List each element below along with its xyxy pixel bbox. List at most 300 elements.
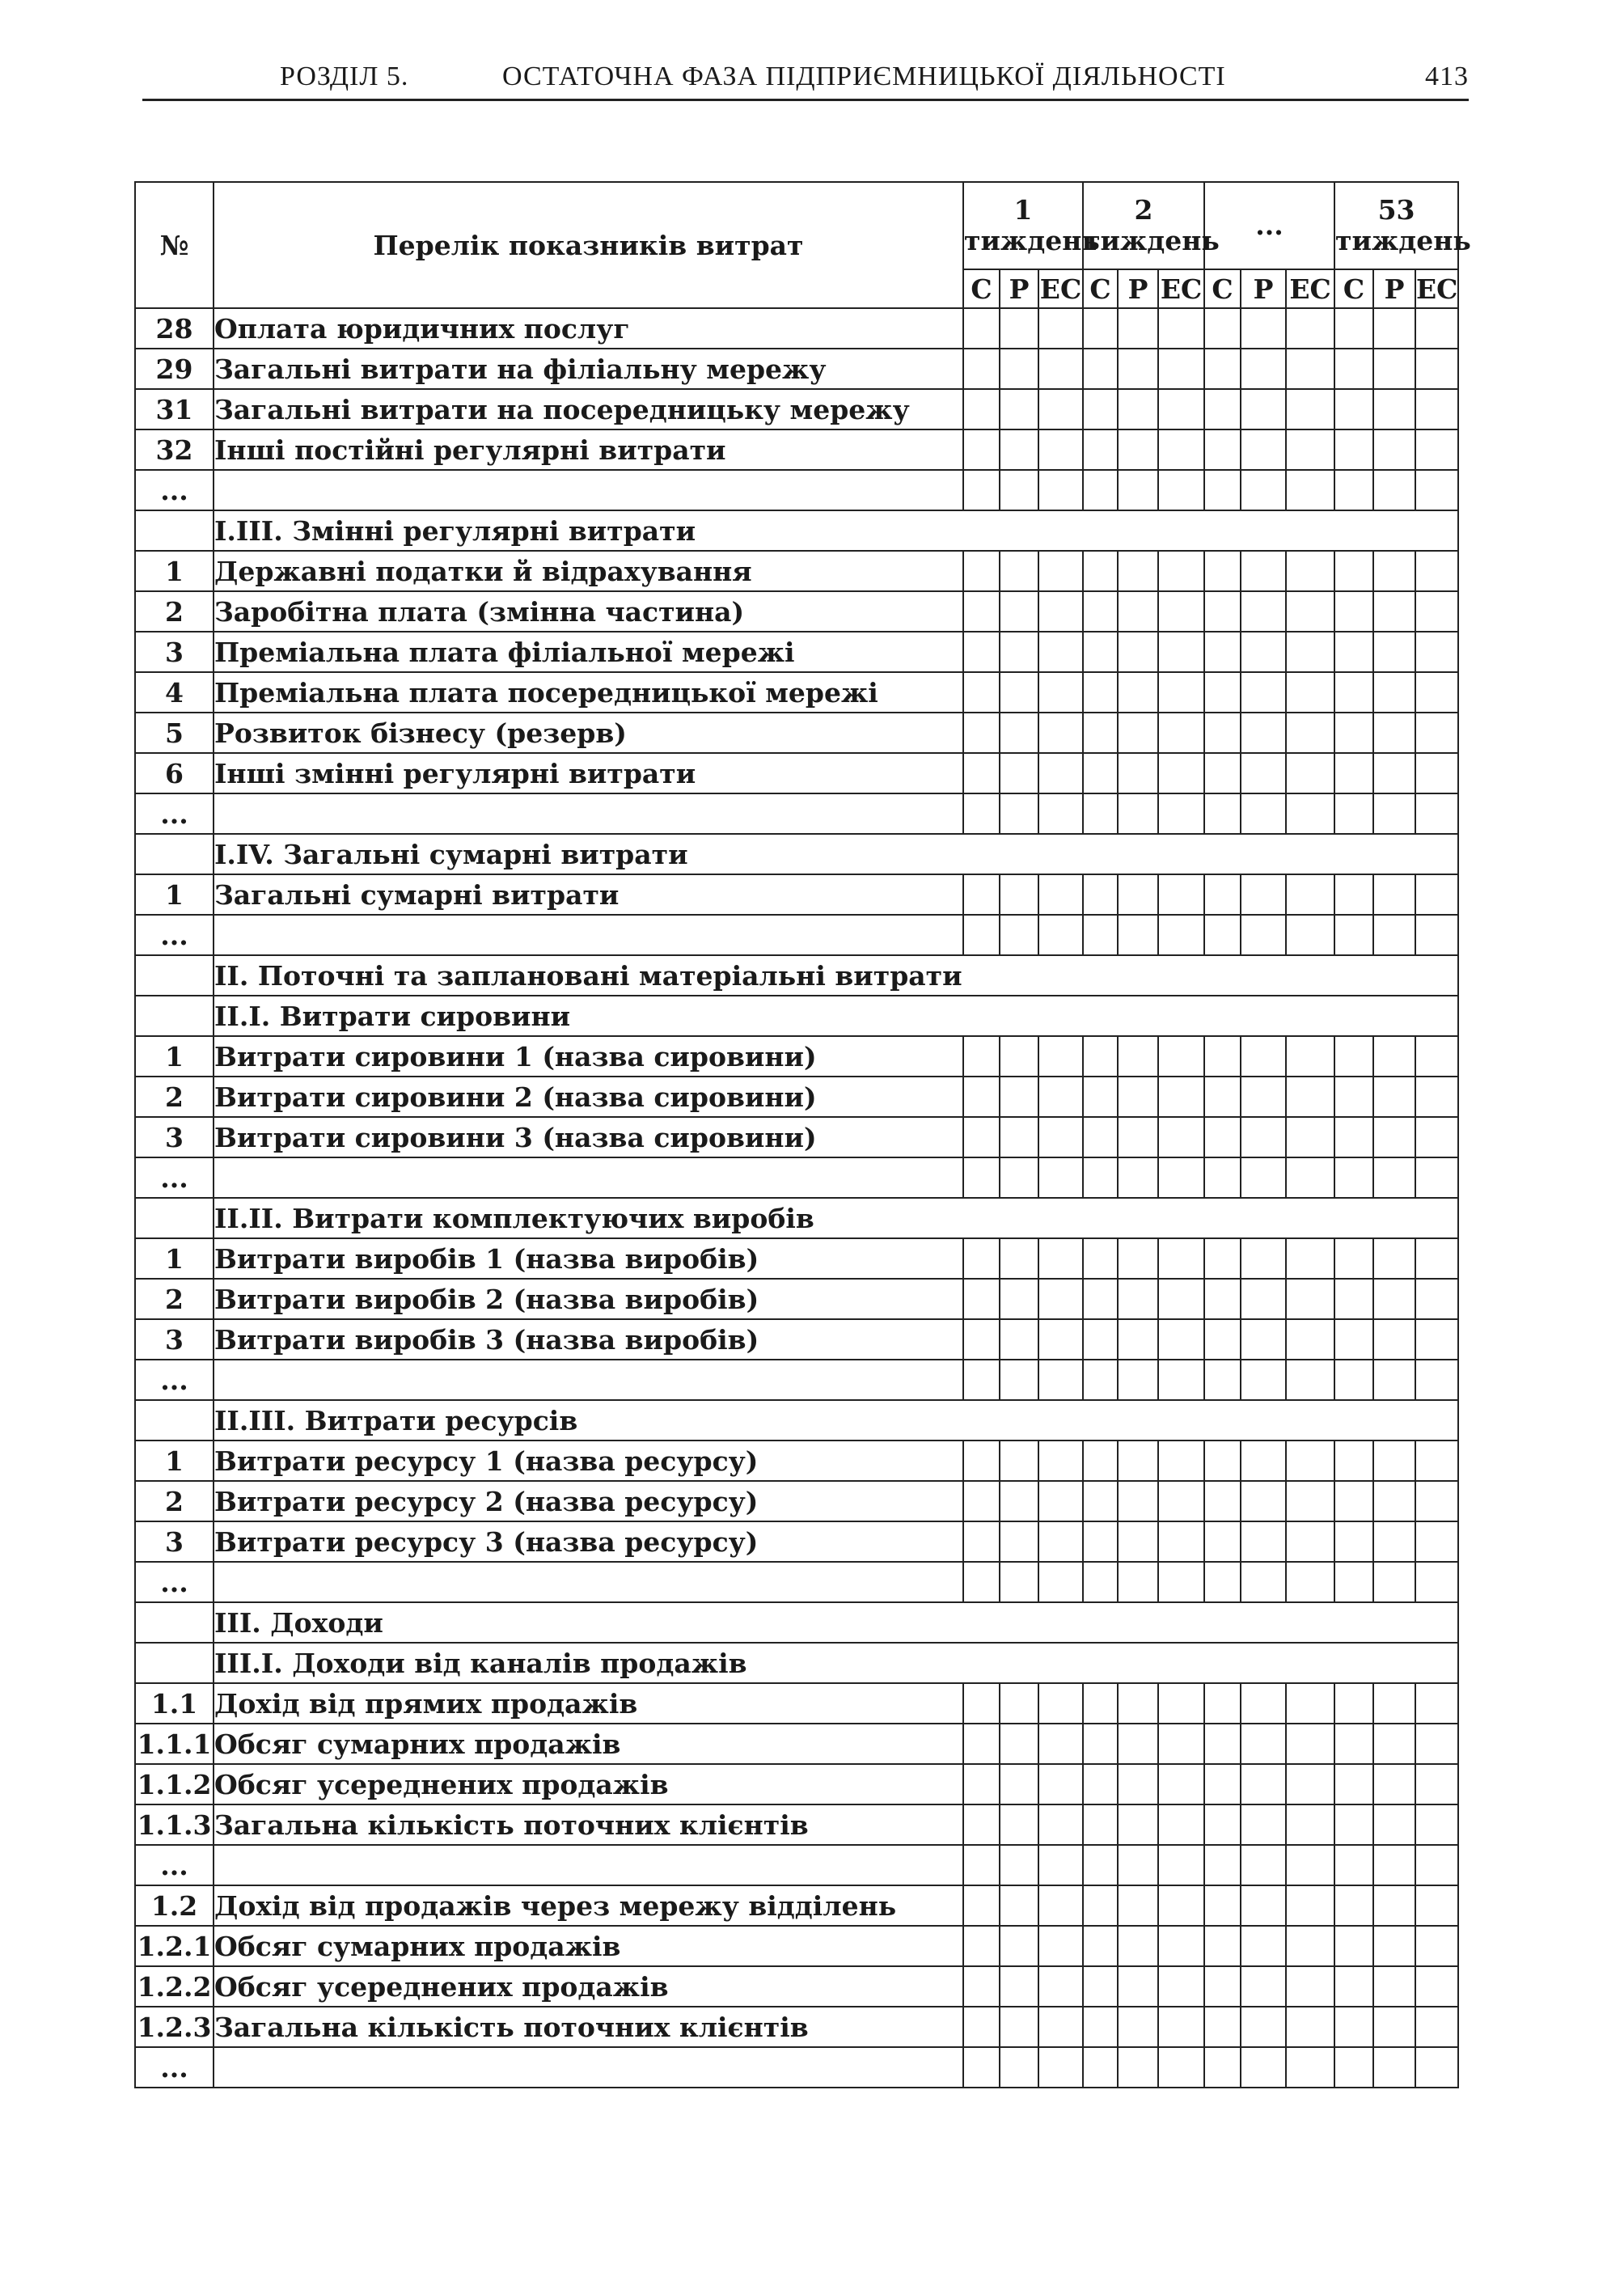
section-row [135, 834, 1458, 874]
row-label: Інші змінні регулярні витрати [214, 753, 963, 793]
value-cell [1241, 551, 1286, 591]
value-cell [1241, 1441, 1286, 1481]
section-number-cell [135, 510, 214, 551]
value-cell [963, 753, 1000, 793]
value-cell [1158, 1804, 1204, 1845]
value-cell [1373, 349, 1415, 389]
value-cell [1334, 1845, 1373, 1885]
value-cell [1415, 1279, 1458, 1319]
value-cell [1038, 2007, 1083, 2047]
value-cell [1334, 1926, 1373, 1966]
value-cell [1415, 551, 1458, 591]
table-row [135, 1845, 1458, 1885]
value-cell [1373, 793, 1415, 834]
value-cell [1000, 308, 1038, 349]
value-cell [1118, 672, 1158, 713]
value-cell [1083, 1157, 1118, 1198]
value-cell [1158, 1885, 1204, 1926]
costs-table [134, 181, 1471, 2088]
value-cell [1118, 1521, 1158, 1562]
row-number: ... [135, 793, 214, 834]
value-cell [1286, 793, 1334, 834]
value-cell [1000, 672, 1038, 713]
value-cell [1373, 1804, 1415, 1845]
value-cell [963, 1521, 1000, 1562]
value-cell [963, 2047, 1000, 2088]
row-label: Заробітна плата (змінна частина) [214, 591, 963, 632]
value-cell [1083, 2007, 1118, 2047]
section-row [135, 996, 1458, 1036]
value-cell [963, 308, 1000, 349]
value-cell [1373, 1562, 1415, 1602]
value-cell [1000, 1360, 1038, 1400]
table-row [135, 1279, 1458, 1319]
value-cell [1038, 915, 1083, 955]
value-cell [1204, 349, 1241, 389]
value-cell [1204, 915, 1241, 955]
value-cell [1334, 1319, 1373, 1360]
value-cell [1415, 713, 1458, 753]
value-cell [1038, 2047, 1083, 2088]
value-cell [1000, 1521, 1038, 1562]
value-cell [1373, 1683, 1415, 1724]
row-label: Витрати ресурсу 2 (назва ресурсу) [214, 1481, 963, 1521]
value-cell [1158, 1279, 1204, 1319]
value-cell [1158, 1683, 1204, 1724]
value-cell [1038, 672, 1083, 713]
value-cell [1038, 1724, 1083, 1764]
row-label: Витрати виробів 2 (назва виробів) [214, 1279, 963, 1319]
value-cell [1083, 1926, 1118, 1966]
value-cell [1118, 389, 1158, 429]
value-cell [1118, 551, 1158, 591]
row-label [214, 915, 963, 955]
week-label: тиждень [964, 225, 1100, 256]
value-cell [1083, 713, 1118, 753]
row-label: Загальна кількість поточних клієнтів [214, 2007, 963, 2047]
sub-column-header: Р [1000, 269, 1038, 308]
value-cell [963, 1724, 1000, 1764]
value-cell [1204, 793, 1241, 834]
table-row [135, 429, 1458, 470]
row-label: Преміальна плата філіальної мережі [214, 632, 963, 672]
value-cell [963, 632, 1000, 672]
value-cell [1158, 672, 1204, 713]
row-label: Витрати виробів 3 (назва виробів) [214, 1319, 963, 1360]
value-cell [1204, 551, 1241, 591]
value-cell [1334, 1804, 1373, 1845]
table-row [135, 1441, 1458, 1481]
week-number: 1 [1013, 194, 1033, 226]
value-cell [1000, 551, 1038, 591]
row-number: ... [135, 1157, 214, 1198]
row-label: Загальні витрати на філіальну мережу [214, 349, 963, 389]
value-cell [1286, 1804, 1334, 1845]
value-cell [1373, 1441, 1415, 1481]
week-1-header [963, 182, 1100, 269]
value-cell [1415, 753, 1458, 793]
running-title: ОСТАТОЧНА ФАЗА ПІДПРИЄМНИЦЬКОЇ ДІЯЛЬНОСТІ [502, 61, 1226, 91]
section-title: III.I. Доходи від каналів продажів [214, 1643, 1458, 1683]
value-cell [1415, 2047, 1458, 2088]
value-cell [1334, 672, 1373, 713]
row-label: Інші постійні регулярні витрати [214, 429, 963, 470]
table-row [135, 1562, 1458, 1602]
value-cell [1158, 1157, 1204, 1198]
value-cell [1038, 308, 1083, 349]
value-cell [1000, 1157, 1038, 1198]
value-cell [963, 793, 1000, 834]
value-cell [1000, 1036, 1038, 1077]
value-cell [1083, 1804, 1118, 1845]
row-number: 2 [135, 591, 214, 632]
value-cell [1158, 2007, 1204, 2047]
value-cell [1038, 1764, 1083, 1804]
value-cell [1204, 874, 1241, 915]
row-label: Дохід від продажів через мережу відділень [214, 1885, 963, 1926]
value-cell [1286, 1683, 1334, 1724]
value-cell [1241, 2007, 1286, 2047]
table-row [135, 1036, 1458, 1077]
table-row [135, 1804, 1458, 1845]
value-cell [1373, 915, 1415, 955]
row-number: 5 [135, 713, 214, 753]
table-row [135, 1683, 1458, 1724]
value-cell [1241, 672, 1286, 713]
section-title: II.II. Витрати комплектуючих виробів [214, 1198, 1458, 1238]
value-cell [1241, 1683, 1286, 1724]
value-cell [1286, 874, 1334, 915]
value-cell [1415, 1319, 1458, 1360]
value-cell [1000, 1441, 1038, 1481]
row-number: ... [135, 2047, 214, 2088]
value-cell [1286, 1966, 1334, 2007]
table-row [135, 1360, 1458, 1400]
value-cell [1334, 793, 1373, 834]
value-cell [1083, 753, 1118, 793]
table-row [135, 874, 1458, 915]
value-cell [1373, 2047, 1415, 2088]
value-cell [1286, 1279, 1334, 1319]
value-cell [1204, 308, 1241, 349]
value-cell [1083, 672, 1118, 713]
table-row [135, 389, 1458, 429]
section-title: II.III. Витрати ресурсів [214, 1400, 1458, 1441]
value-cell [1038, 349, 1083, 389]
table-row [135, 551, 1458, 591]
value-cell [1118, 1966, 1158, 2007]
value-cell [963, 1077, 1000, 1117]
value-cell [1083, 1845, 1118, 1885]
value-cell [1334, 1562, 1373, 1602]
value-cell [1158, 389, 1204, 429]
value-cell [1083, 1360, 1118, 1400]
sub-column-header: Р [1373, 269, 1415, 308]
week-label: тиждень [1084, 225, 1220, 256]
value-cell [1373, 2007, 1415, 2047]
row-number: 4 [135, 672, 214, 713]
value-cell [963, 713, 1000, 753]
table-row [135, 591, 1458, 632]
value-cell [1373, 1724, 1415, 1764]
value-cell [1286, 389, 1334, 429]
value-cell [1083, 2047, 1118, 2088]
value-cell [1373, 1117, 1415, 1157]
value-cell [1334, 1279, 1373, 1319]
value-cell [1000, 1804, 1038, 1845]
value-cell [1204, 1804, 1241, 1845]
value-cell [1000, 713, 1038, 753]
value-cell [1334, 874, 1373, 915]
table-row [135, 2007, 1458, 2047]
value-cell [1334, 1481, 1373, 1521]
value-cell [1286, 591, 1334, 632]
value-cell [1286, 1562, 1334, 1602]
value-cell [1373, 1360, 1415, 1400]
row-label: Витрати сировини 1 (назва сировини) [214, 1036, 963, 1077]
value-cell [1286, 713, 1334, 753]
value-cell [1334, 1157, 1373, 1198]
value-cell [1158, 1764, 1204, 1804]
value-cell [1334, 470, 1373, 510]
table-row [135, 1724, 1458, 1764]
value-cell [1415, 1926, 1458, 1966]
value-cell [1083, 308, 1118, 349]
value-cell [1334, 308, 1373, 349]
value-cell [963, 1562, 1000, 1602]
table-row [135, 470, 1458, 510]
value-cell [1241, 389, 1286, 429]
value-cell [1118, 1845, 1158, 1885]
value-cell [1204, 713, 1241, 753]
value-cell [1415, 915, 1458, 955]
value-cell [1083, 470, 1118, 510]
value-cell [1334, 1238, 1373, 1279]
value-cell [1000, 470, 1038, 510]
value-cell [1038, 591, 1083, 632]
value-cell [1038, 470, 1083, 510]
row-number: ... [135, 470, 214, 510]
value-cell [1118, 1926, 1158, 1966]
value-cell [1334, 713, 1373, 753]
value-cell [1373, 389, 1415, 429]
section-row [135, 955, 1458, 996]
value-cell [1204, 1481, 1241, 1521]
value-cell [1118, 2047, 1158, 2088]
value-cell [1415, 349, 1458, 389]
table-row [135, 349, 1458, 389]
value-cell [1000, 793, 1038, 834]
value-cell [1373, 874, 1415, 915]
value-cell [1158, 1036, 1204, 1077]
value-cell [1118, 1885, 1158, 1926]
value-cell [1334, 1360, 1373, 1400]
row-number: 6 [135, 753, 214, 793]
value-cell [1083, 389, 1118, 429]
value-cell [1415, 1521, 1458, 1562]
value-cell [1158, 1077, 1204, 1117]
value-cell [1118, 1724, 1158, 1764]
value-cell [1083, 1117, 1118, 1157]
table-row [135, 753, 1458, 793]
value-cell [1334, 389, 1373, 429]
value-cell [963, 1481, 1000, 1521]
value-cell [1083, 1238, 1118, 1279]
value-cell [1286, 1360, 1334, 1400]
value-cell [1118, 1481, 1158, 1521]
value-cell [963, 1441, 1000, 1481]
value-cell [1415, 1724, 1458, 1764]
value-cell [1373, 591, 1415, 632]
section-row [135, 510, 1458, 551]
sub-column-header: С [1204, 269, 1241, 308]
value-cell [1204, 389, 1241, 429]
row-label: Витрати сировини 2 (назва сировини) [214, 1077, 963, 1117]
value-cell [1373, 308, 1415, 349]
value-cell [1334, 632, 1373, 672]
value-cell [1241, 349, 1286, 389]
row-number: 32 [135, 429, 214, 470]
week-2-header [1083, 182, 1220, 269]
value-cell [963, 429, 1000, 470]
row-label: Дохід від прямих продажів [214, 1683, 963, 1724]
value-cell [1373, 1157, 1415, 1198]
value-cell [1000, 915, 1038, 955]
value-cell [1373, 1966, 1415, 2007]
section-label: РОЗДІЛ 5. [280, 61, 409, 91]
row-number: 1.1 [135, 1683, 214, 1724]
value-cell [1334, 753, 1373, 793]
row-number: 1.1.1 [135, 1724, 214, 1764]
table-row [135, 1885, 1458, 1926]
value-cell [1286, 349, 1334, 389]
value-cell [1118, 632, 1158, 672]
value-cell [1373, 429, 1415, 470]
value-cell [1415, 1157, 1458, 1198]
value-cell [1204, 753, 1241, 793]
value-cell [1118, 349, 1158, 389]
value-cell [1158, 1845, 1204, 1885]
value-cell [1038, 1238, 1083, 1279]
table-row [135, 1966, 1458, 2007]
value-cell [1158, 429, 1204, 470]
row-number: 3 [135, 1319, 214, 1360]
value-cell [1038, 1926, 1083, 1966]
value-cell [1038, 1279, 1083, 1319]
row-number: 2 [135, 1481, 214, 1521]
table-row [135, 1077, 1458, 1117]
value-cell [1373, 1926, 1415, 1966]
section-number-cell [135, 1400, 214, 1441]
table-row [135, 1481, 1458, 1521]
row-label: Загальні сумарні витрати [214, 874, 963, 915]
value-cell [1286, 1885, 1334, 1926]
value-cell [1241, 632, 1286, 672]
value-cell [1204, 2047, 1241, 2088]
value-cell [1334, 1441, 1373, 1481]
value-cell [1083, 1319, 1118, 1360]
section-title: II. Поточні та заплановані матеріальні витрати [214, 955, 1458, 996]
value-cell [1415, 1117, 1458, 1157]
value-cell [1083, 1441, 1118, 1481]
value-cell [1158, 1319, 1204, 1360]
value-cell [1241, 874, 1286, 915]
value-cell [1415, 1804, 1458, 1845]
value-cell [1083, 1562, 1118, 1602]
value-cell [1158, 753, 1204, 793]
value-cell [1000, 2047, 1038, 2088]
value-cell [1373, 551, 1415, 591]
row-label: Витрати ресурсу 1 (назва ресурсу) [214, 1441, 963, 1481]
row-label [214, 2047, 963, 2088]
value-cell [963, 1360, 1000, 1400]
value-cell [1038, 551, 1083, 591]
value-cell [1204, 1885, 1241, 1926]
value-cell [1038, 1117, 1083, 1157]
table-row [135, 1926, 1458, 1966]
value-cell [1000, 874, 1038, 915]
value-cell [1241, 1926, 1286, 1966]
table-row [135, 1117, 1458, 1157]
value-cell [963, 1966, 1000, 2007]
value-cell [1083, 1683, 1118, 1724]
value-cell [1415, 1885, 1458, 1926]
row-number: 2 [135, 1077, 214, 1117]
value-cell [1415, 874, 1458, 915]
value-cell [1083, 551, 1118, 591]
sub-column-header: С [1083, 269, 1118, 308]
row-number: 1.2 [135, 1885, 214, 1926]
value-cell [1334, 2047, 1373, 2088]
row-label: Обсяг усереднених продажів [214, 1764, 963, 1804]
section-row [135, 1643, 1458, 1683]
value-cell [1204, 1562, 1241, 1602]
value-cell [1000, 1319, 1038, 1360]
row-number: 2 [135, 1279, 214, 1319]
value-cell [1286, 915, 1334, 955]
row-label [214, 1157, 963, 1198]
value-cell [1038, 1441, 1083, 1481]
value-cell [1204, 1845, 1241, 1885]
value-cell [1083, 1885, 1118, 1926]
value-cell [1415, 389, 1458, 429]
row-number: 1.1.2 [135, 1764, 214, 1804]
value-cell [1415, 1481, 1458, 1521]
table-row [135, 2047, 1458, 2088]
week-number: ... [1255, 209, 1284, 241]
value-cell [1204, 1441, 1241, 1481]
value-cell [1204, 1157, 1241, 1198]
row-label [214, 1360, 963, 1400]
value-cell [1204, 1036, 1241, 1077]
section-title: І.ІІІ. Змінні регулярні витрати [214, 510, 1458, 551]
sub-column-header: ЕС [1286, 269, 1334, 308]
week-label: тиждень [1335, 225, 1471, 256]
value-cell [963, 1117, 1000, 1157]
page-header [142, 58, 1469, 101]
value-cell [1083, 1764, 1118, 1804]
value-cell [1158, 632, 1204, 672]
value-cell [963, 1885, 1000, 1926]
value-cell [1083, 591, 1118, 632]
row-label: Обсяг сумарних продажів [214, 1926, 963, 1966]
value-cell [1158, 1481, 1204, 1521]
value-cell [1415, 470, 1458, 510]
value-cell [1286, 1521, 1334, 1562]
value-cell [1000, 1926, 1038, 1966]
value-cell [1158, 793, 1204, 834]
row-number: 31 [135, 389, 214, 429]
